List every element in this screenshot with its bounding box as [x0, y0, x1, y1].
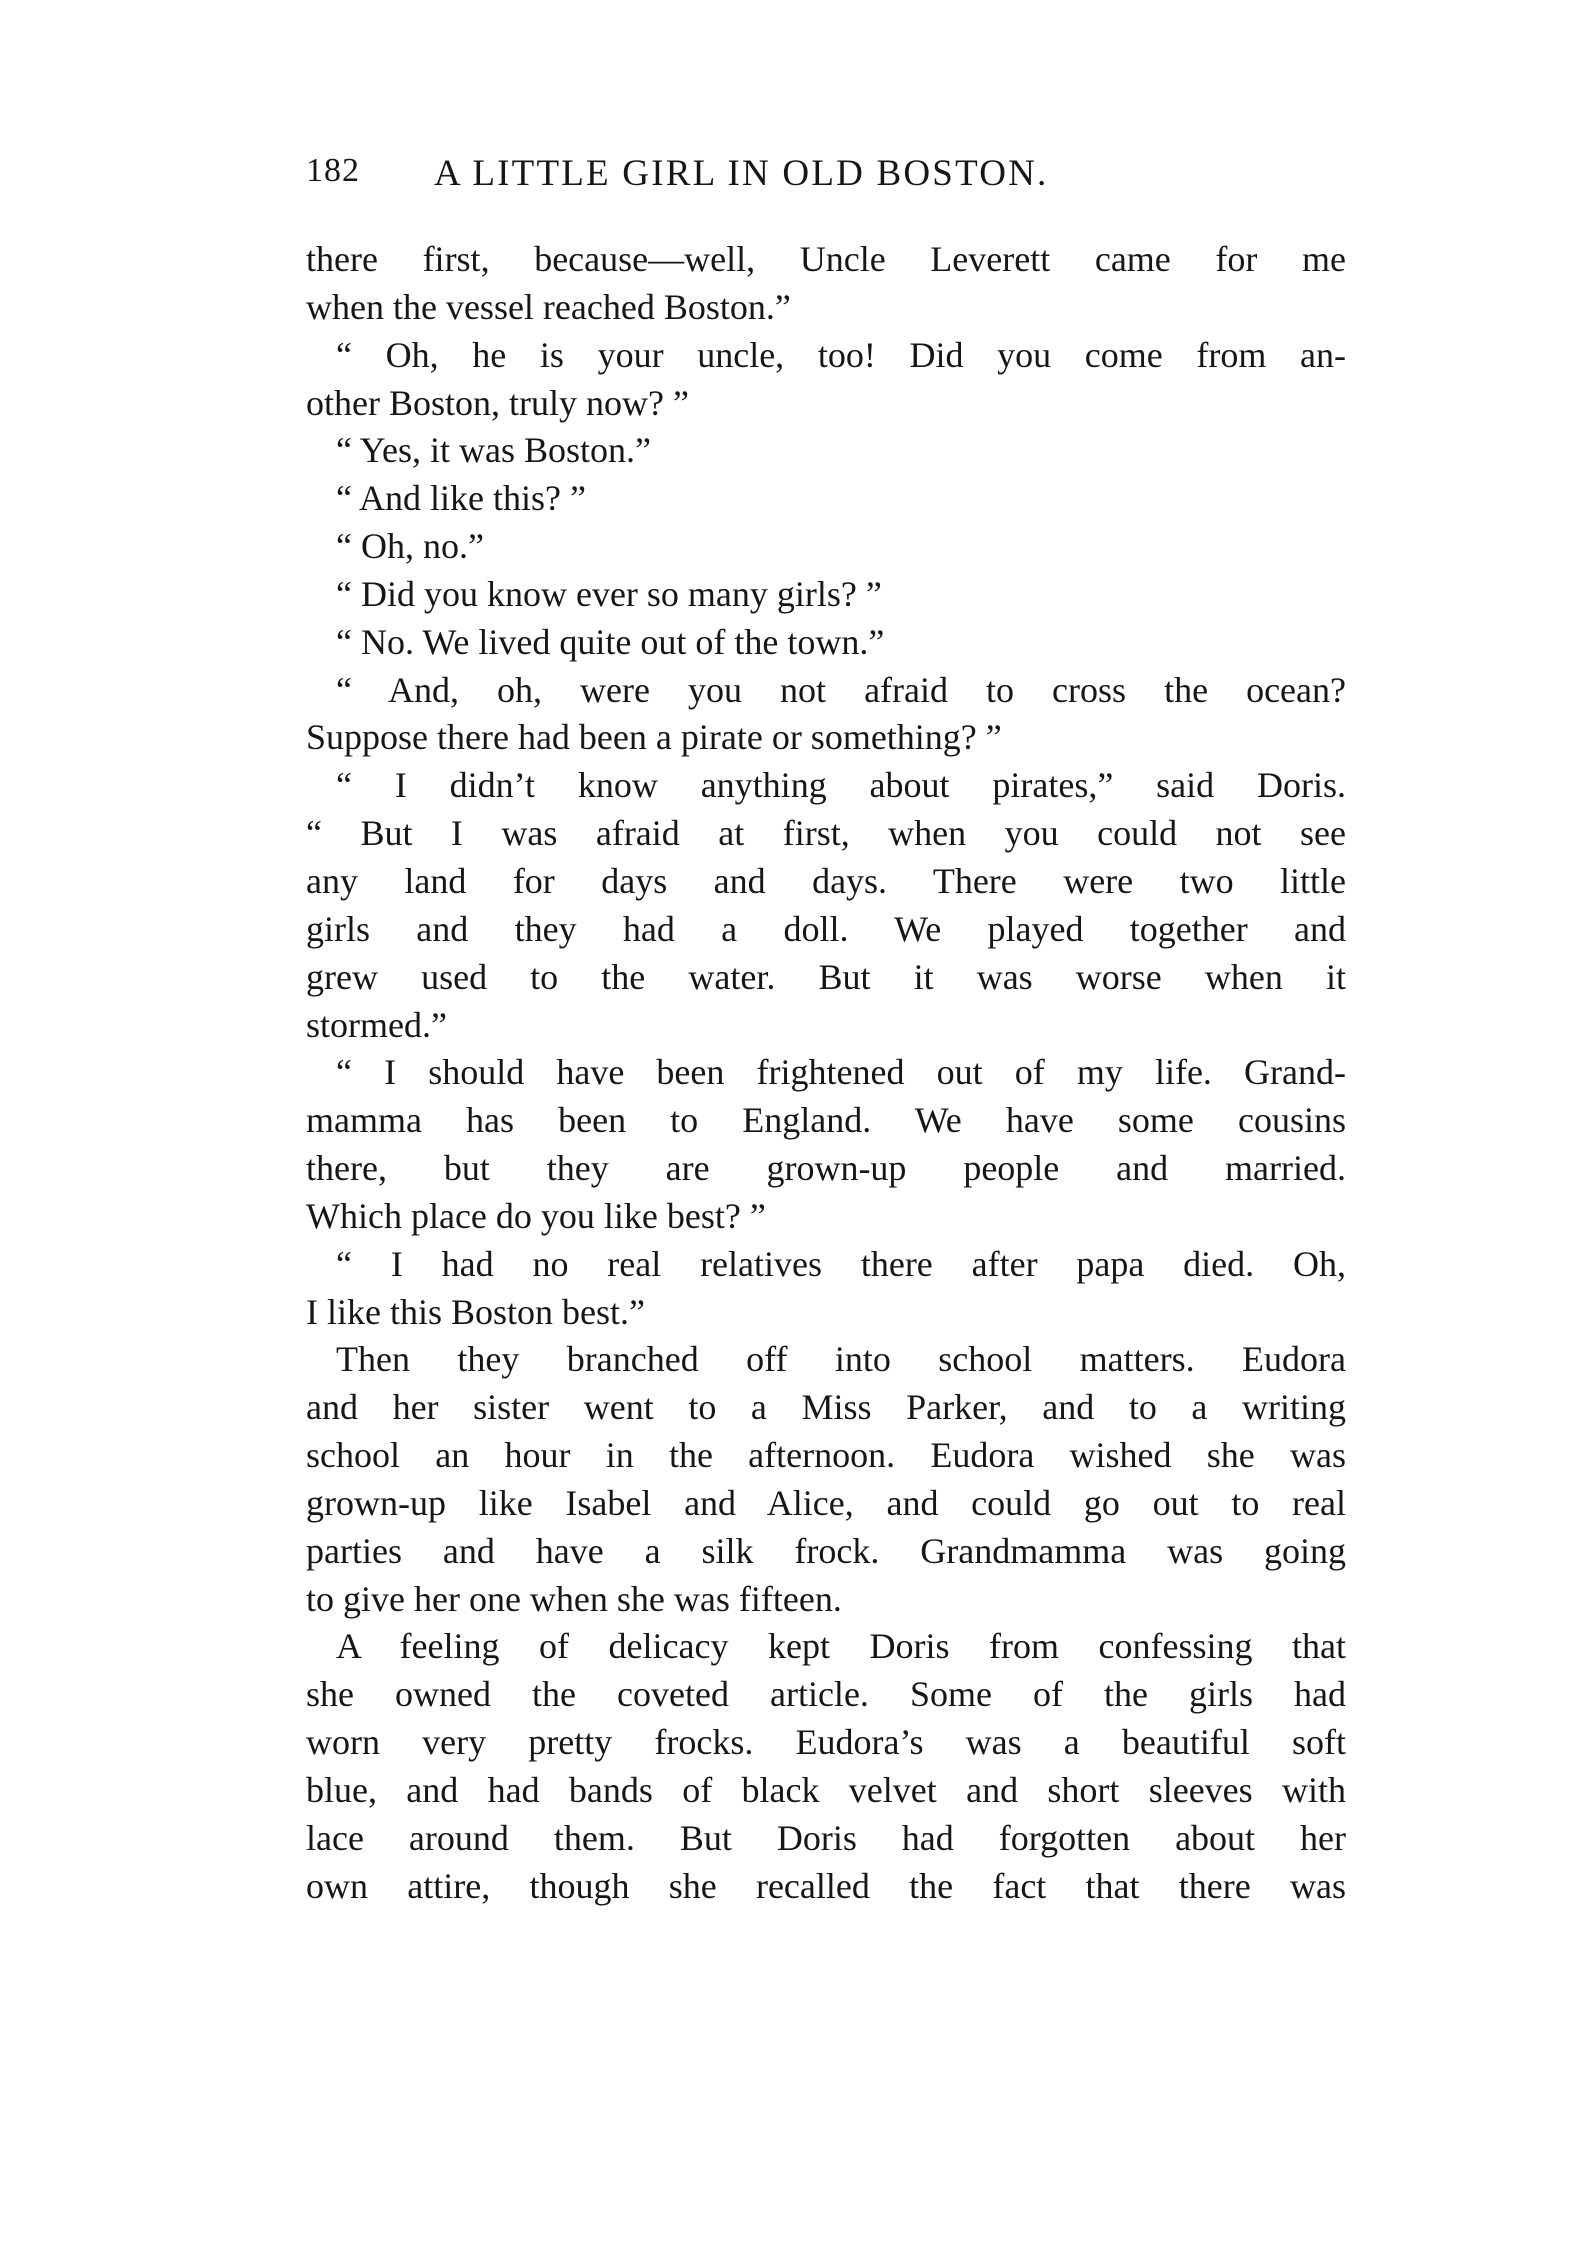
text-line: to give her one when she was fifteen. — [306, 1578, 842, 1619]
text-line: mamma has been to England. We have some cousins — [306, 1100, 1346, 1141]
text-line: there first, because—well, Uncle Leverett came for me — [306, 239, 1346, 279]
text-line: blue, and had bands of black velvet and short sleeves with — [306, 1770, 1346, 1810]
text-line: lace around them. But Doris had forgotten about her — [306, 1817, 1346, 1858]
text-line: “ Oh, no.” — [336, 526, 484, 567]
text-line: any land for days and days. There were two little — [306, 860, 1346, 901]
text-line: school an hour in the afternoon. Eudora wished she was — [306, 1435, 1346, 1476]
text-line: “ I had no real relatives there after papa died. Oh, — [336, 1243, 1346, 1284]
text-line: “ I didn’t know anything about pirates,” said Doris. — [336, 765, 1346, 806]
text-line: “ And like this? ” — [336, 478, 586, 519]
page-number: 182 — [306, 152, 360, 189]
text-line: “ Yes, it was Boston.” — [336, 430, 652, 471]
text-line: I like this Boston best.” — [306, 1291, 645, 1332]
text-line: there, but they are grown-up people and married. — [306, 1148, 1346, 1189]
text-line: girls and they had a doll. We played together and — [306, 908, 1346, 949]
text-line: “ No. We lived quite out of the town.” — [336, 621, 885, 662]
text-line: worn very pretty frocks. Eudora’s was a beautiful soft — [306, 1722, 1346, 1763]
text-line: and her sister went to a Miss Parker, and to a writing — [306, 1387, 1346, 1428]
text-line: parties and have a silk frock. Grandmamma was going — [306, 1530, 1346, 1571]
text-line: other Boston, truly now? ” — [306, 382, 689, 423]
running-title: A LITTLE GIRL IN OLD BOSTON. — [434, 153, 1049, 194]
running-header — [306, 152, 1346, 202]
text-line: she owned the coveted article. Some of the girls had — [306, 1674, 1346, 1715]
text-line: “ But I was afraid at first, when you could not see — [306, 813, 1346, 854]
body-text — [306, 236, 1346, 1911]
text-line: grew used to the water. But it was worse when it — [306, 956, 1346, 997]
text-line: grown-up like Isabel and Alice, and could go out to real — [306, 1482, 1346, 1523]
text-line: Suppose there had been a pirate or something? ” — [306, 717, 1002, 758]
text-line: A feeling of delicacy kept Doris from confessing that — [336, 1626, 1346, 1667]
text-line: stormed.” — [306, 1004, 447, 1045]
text-line: Then they branched off into school matters. Eudora — [336, 1339, 1346, 1380]
text-line: when the vessel reached Boston.” — [306, 286, 791, 327]
text-line: “ I should have been frightened out of my life. Grand- — [336, 1052, 1346, 1093]
text-line: “ Oh, he is your uncle, too! Did you come from an- — [336, 334, 1346, 375]
text-line: Which place do you like best? ” — [306, 1195, 766, 1236]
text-line: own attire, though she recalled the fact that there was — [306, 1865, 1346, 1906]
text-line: “ And, oh, were you not afraid to cross the ocean? — [336, 669, 1346, 710]
text-line: “ Did you know ever so many girls? ” — [336, 573, 882, 614]
